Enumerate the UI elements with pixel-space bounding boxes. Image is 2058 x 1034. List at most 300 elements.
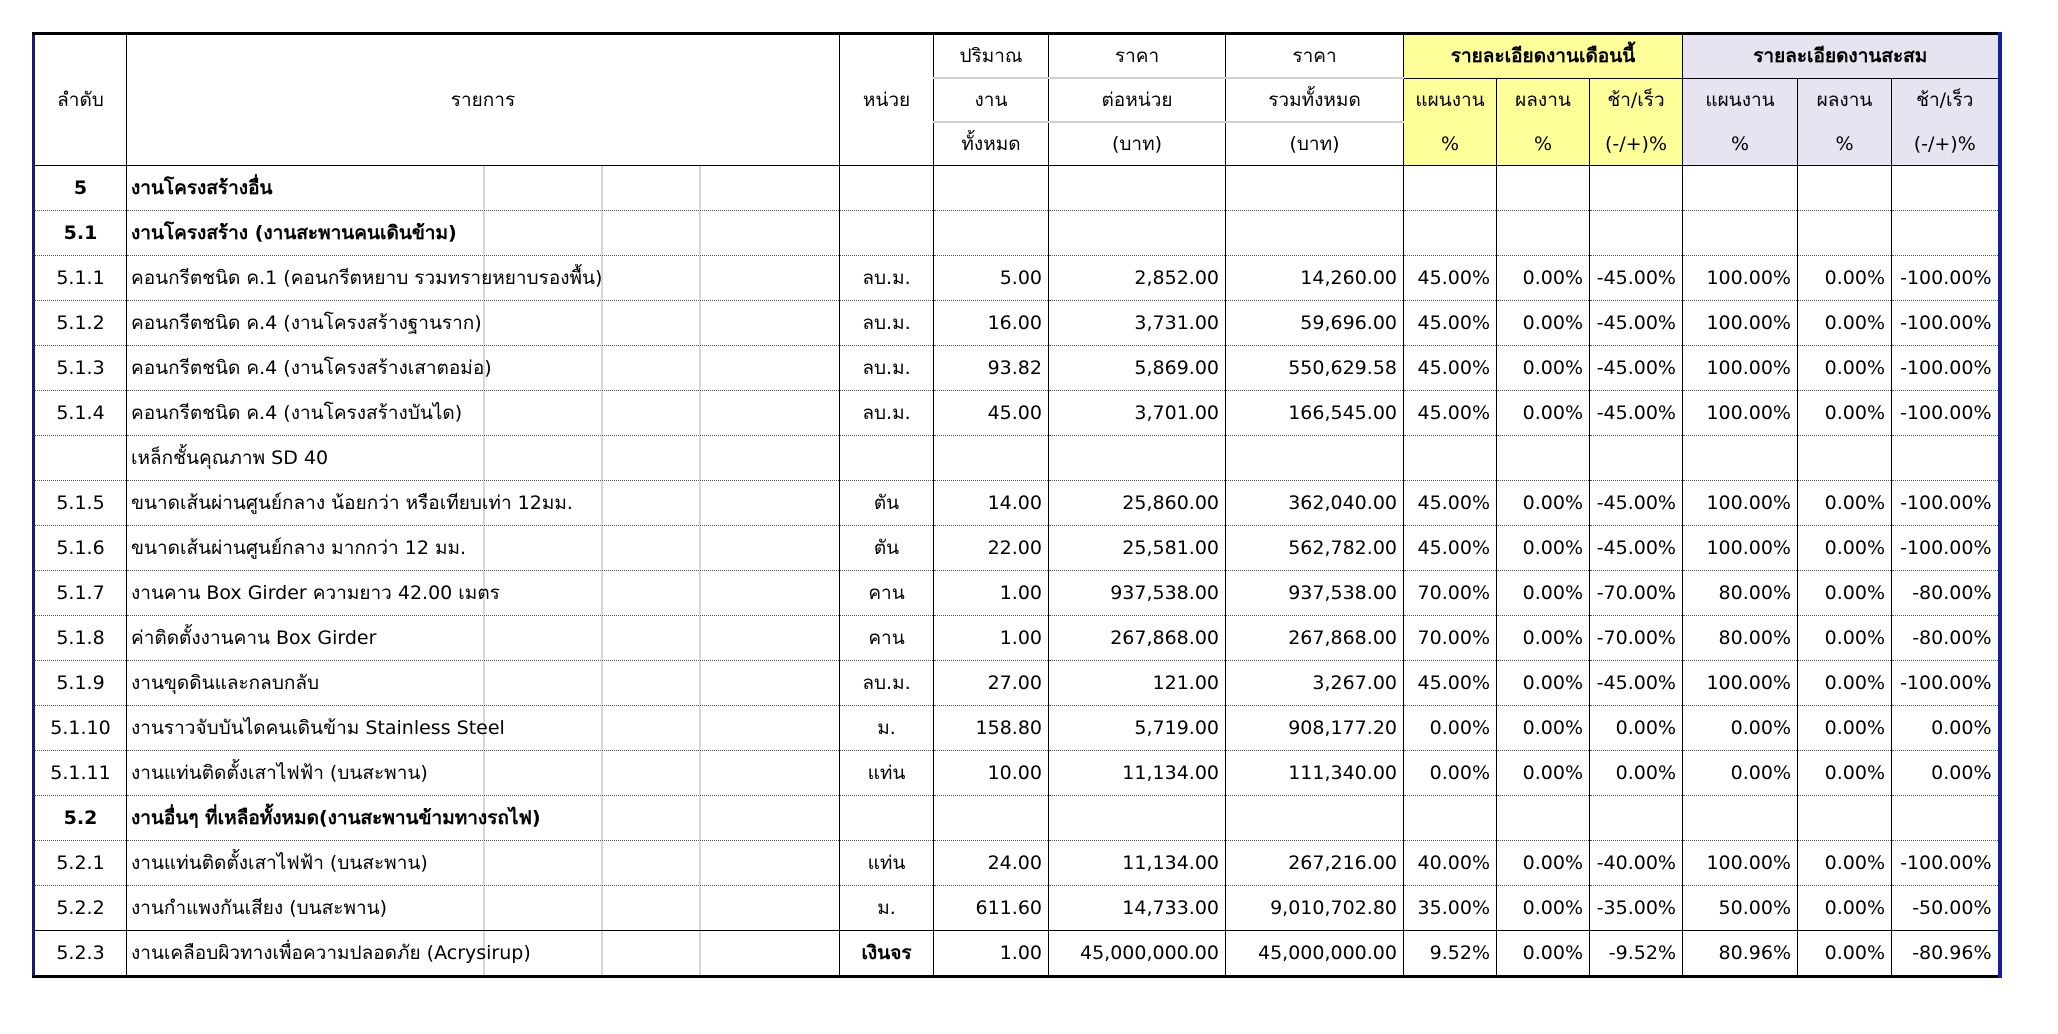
row-order: 5.1.9: [34, 661, 127, 706]
row-unit: เงินจร: [840, 931, 934, 977]
row-cum-diff: 0.00%: [1892, 751, 2000, 796]
row-qty: 1.00: [934, 616, 1049, 661]
row-qty: 5.00: [934, 256, 1049, 301]
row-item: [127, 481, 840, 526]
row-month-result: 0.00%: [1497, 616, 1590, 661]
gridline: [483, 436, 485, 480]
row-cum-diff: -80.00%: [1892, 571, 2000, 616]
row-month-diff: 0.00%: [1590, 706, 1683, 751]
row-cum-plan: 100.00%: [1683, 661, 1798, 706]
row-unit-price: 25,581.00: [1049, 526, 1226, 571]
row-item: [127, 661, 840, 706]
row-month-diff: [1590, 166, 1683, 211]
row-cum-result: [1798, 436, 1892, 481]
gridline: [601, 436, 603, 480]
header-qty-line3: ทั้งหมด: [934, 122, 1049, 166]
row-qty: 16.00: [934, 301, 1049, 346]
row-item: [127, 571, 840, 616]
row-month-plan: 9.52%: [1404, 931, 1497, 977]
row-month-plan: 40.00%: [1404, 841, 1497, 886]
table-row: [34, 661, 2000, 706]
table-row: [34, 211, 2000, 256]
row-item-text: คอนกรีตชนิด ค.4 (งานโครงสร้างฐานราก): [131, 312, 482, 334]
row-unit: แท่น: [840, 841, 934, 886]
row-month-result: 0.00%: [1497, 931, 1590, 977]
row-order: 5.2: [34, 796, 127, 841]
row-unit-price: 267,868.00: [1049, 616, 1226, 661]
table-row: [34, 931, 2000, 977]
gridline: [601, 346, 603, 390]
row-month-diff: -40.00%: [1590, 841, 1683, 886]
row-unit: ลบ.ม.: [840, 301, 934, 346]
row-item: [127, 796, 840, 841]
row-unit-price: 5,719.00: [1049, 706, 1226, 751]
row-month-plan: 45.00%: [1404, 526, 1497, 571]
row-item-text: งานราวจับบันไดคนเดินข้าม Stainless Steel: [131, 717, 505, 739]
gridline: [699, 796, 701, 840]
row-cum-result: 0.00%: [1798, 346, 1892, 391]
row-item: [127, 211, 840, 256]
row-unit-price: 14,733.00: [1049, 886, 1226, 931]
gridline: [601, 751, 603, 795]
row-order: 5.2.1: [34, 841, 127, 886]
row-unit: คาน: [840, 571, 934, 616]
gridline: [699, 616, 701, 660]
table-row: [34, 526, 2000, 571]
row-item: [127, 886, 840, 931]
row-cum-result: 0.00%: [1798, 481, 1892, 526]
row-cum-result: [1798, 211, 1892, 256]
row-item-text: งานเคลือบผิวทางเพื่อความปลอดภัย (Acrysirup): [131, 942, 531, 964]
row-month-result: 0.00%: [1497, 391, 1590, 436]
row-unit-price: [1049, 166, 1226, 211]
gridline: [601, 886, 603, 930]
gridline: [483, 166, 485, 210]
gridline: [483, 886, 485, 930]
row-order: 5.1.11: [34, 751, 127, 796]
row-total-price: 908,177.20: [1226, 706, 1404, 751]
row-total-price: [1226, 166, 1404, 211]
table-row: [34, 796, 2000, 841]
row-order: [34, 436, 127, 481]
row-unit: ลบ.ม.: [840, 346, 934, 391]
table-row: [34, 436, 2000, 481]
row-order: 5.1.7: [34, 571, 127, 616]
row-cum-result: 0.00%: [1798, 256, 1892, 301]
row-cum-diff: -100.00%: [1892, 661, 2000, 706]
gridline: [699, 886, 701, 930]
row-cum-plan: 80.00%: [1683, 616, 1798, 661]
gridline: [699, 301, 701, 345]
row-order: 5.1.6: [34, 526, 127, 571]
header-cum-diff-unit: (-/+)%: [1892, 122, 2000, 166]
row-month-result: 0.00%: [1497, 301, 1590, 346]
row-item: [127, 616, 840, 661]
row-cum-plan: 0.00%: [1683, 706, 1798, 751]
row-month-plan: 45.00%: [1404, 481, 1497, 526]
table-row: [34, 706, 2000, 751]
gridline: [601, 841, 603, 885]
gridline: [601, 391, 603, 435]
row-item: [127, 436, 840, 481]
row-item-text: เหล็กชั้นคุณภาพ SD 40: [131, 447, 329, 469]
row-unit: ลบ.ม.: [840, 661, 934, 706]
gridline: [601, 706, 603, 750]
row-item-text: ค่าติดตั้งงานคาน Box Girder: [131, 627, 377, 649]
gridline: [699, 436, 701, 480]
row-item-text: งานขุดดินและกลบกลับ: [131, 672, 320, 694]
gridline: [483, 616, 485, 660]
gridline: [699, 571, 701, 615]
row-unit-price: 121.00: [1049, 661, 1226, 706]
row-cum-result: 0.00%: [1798, 526, 1892, 571]
row-unit: ม.: [840, 886, 934, 931]
header-unit-price-line2: ต่อหน่วย: [1049, 78, 1226, 122]
row-unit: [840, 211, 934, 256]
row-qty: 1.00: [934, 931, 1049, 977]
gridline: [601, 301, 603, 345]
row-month-diff: -45.00%: [1590, 661, 1683, 706]
row-order: 5.1.2: [34, 301, 127, 346]
header-unit: หน่วย: [840, 34, 934, 166]
row-item: [127, 301, 840, 346]
row-order: 5.1.5: [34, 481, 127, 526]
gridline: [483, 391, 485, 435]
row-cum-result: 0.00%: [1798, 301, 1892, 346]
row-order: 5.1.8: [34, 616, 127, 661]
gridline: [483, 301, 485, 345]
header-total-price-line1: ราคา: [1226, 34, 1404, 79]
row-cum-plan: 100.00%: [1683, 346, 1798, 391]
row-qty: [934, 436, 1049, 481]
table-row: [34, 166, 2000, 211]
row-total-price: 3,267.00: [1226, 661, 1404, 706]
table-row: [34, 571, 2000, 616]
row-cum-diff: -100.00%: [1892, 526, 2000, 571]
row-month-plan: [1404, 166, 1497, 211]
header-order: ลำดับ: [34, 34, 127, 166]
gridline: [699, 931, 701, 975]
header-cum-result-unit: %: [1798, 122, 1892, 166]
row-month-diff: -45.00%: [1590, 526, 1683, 571]
row-month-result: 0.00%: [1497, 256, 1590, 301]
row-item: [127, 166, 840, 211]
row-month-diff: -45.00%: [1590, 481, 1683, 526]
row-item-text: งานโครงสร้างอื่น: [131, 177, 273, 199]
row-cum-result: 0.00%: [1798, 706, 1892, 751]
table-row: [34, 841, 2000, 886]
row-order: 5.1.4: [34, 391, 127, 436]
row-total-price: 362,040.00: [1226, 481, 1404, 526]
row-cum-diff: 0.00%: [1892, 706, 2000, 751]
row-cum-diff: -100.00%: [1892, 481, 2000, 526]
row-unit: ตัน: [840, 481, 934, 526]
row-unit-price: 25,860.00: [1049, 481, 1226, 526]
row-unit: ตัน: [840, 526, 934, 571]
row-cum-plan: 0.00%: [1683, 751, 1798, 796]
row-month-plan: 45.00%: [1404, 661, 1497, 706]
row-unit-price: 3,731.00: [1049, 301, 1226, 346]
row-cum-plan: [1683, 166, 1798, 211]
row-unit: ลบ.ม.: [840, 391, 934, 436]
row-unit: [840, 796, 934, 841]
row-unit: [840, 166, 934, 211]
gridline: [601, 481, 603, 525]
header-qty-line2: งาน: [934, 78, 1049, 122]
row-month-result: 0.00%: [1497, 526, 1590, 571]
gridline: [483, 841, 485, 885]
row-item: [127, 931, 840, 977]
header-cum-plan: แผนงาน: [1683, 78, 1798, 122]
row-month-result: 0.00%: [1497, 751, 1590, 796]
table-row: [34, 391, 2000, 436]
row-month-plan: 70.00%: [1404, 616, 1497, 661]
table-row: [34, 886, 2000, 931]
header-cumulative-group: รายละเอียดงานสะสม: [1683, 34, 2000, 79]
gridline: [699, 166, 701, 210]
table-row: [34, 256, 2000, 301]
row-unit-price: 3,701.00: [1049, 391, 1226, 436]
row-total-price: 45,000,000.00: [1226, 931, 1404, 977]
row-unit-price: [1049, 211, 1226, 256]
table-row: [34, 616, 2000, 661]
row-unit: ลบ.ม.: [840, 256, 934, 301]
gridline: [699, 661, 701, 705]
row-cum-diff: [1892, 166, 2000, 211]
gridline: [601, 166, 603, 210]
row-month-plan: [1404, 211, 1497, 256]
row-cum-plan: 100.00%: [1683, 481, 1798, 526]
gridline: [483, 751, 485, 795]
row-item-text: คอนกรีตชนิด ค.4 (งานโครงสร้างบันได): [131, 402, 463, 424]
row-unit-price: 5,869.00: [1049, 346, 1226, 391]
row-item: [127, 526, 840, 571]
row-cum-diff: -80.00%: [1892, 616, 2000, 661]
row-item-text: คอนกรีตชนิด ค.4 (งานโครงสร้างเสาตอม่อ): [131, 357, 492, 379]
gridline: [699, 211, 701, 255]
row-cum-result: 0.00%: [1798, 751, 1892, 796]
row-month-diff: -45.00%: [1590, 256, 1683, 301]
row-month-result: 0.00%: [1497, 346, 1590, 391]
row-cum-plan: [1683, 796, 1798, 841]
gridline: [601, 526, 603, 570]
row-unit-price: 11,134.00: [1049, 841, 1226, 886]
row-item-text: งานกำแพงกันเสียง (บนสะพาน): [131, 897, 388, 919]
row-cum-result: [1798, 166, 1892, 211]
header-month-result: ผลงาน: [1497, 78, 1590, 122]
row-cum-diff: [1892, 211, 2000, 256]
row-total-price: 562,782.00: [1226, 526, 1404, 571]
row-order: 5.2.3: [34, 931, 127, 977]
header-unit-price-line1: ราคา: [1049, 34, 1226, 79]
header-month-result-unit: %: [1497, 122, 1590, 166]
row-cum-plan: 80.96%: [1683, 931, 1798, 977]
header-cum-diff: ช้า/เร็ว: [1892, 78, 2000, 122]
table-row: [34, 751, 2000, 796]
table-row: [34, 301, 2000, 346]
gridline: [483, 526, 485, 570]
gridline: [699, 391, 701, 435]
row-qty: 45.00: [934, 391, 1049, 436]
row-qty: 93.82: [934, 346, 1049, 391]
header-month-plan-unit: %: [1404, 122, 1497, 166]
row-month-result: [1497, 436, 1590, 481]
row-month-diff: -70.00%: [1590, 616, 1683, 661]
row-cum-plan: 100.00%: [1683, 526, 1798, 571]
row-total-price: 14,260.00: [1226, 256, 1404, 301]
row-item-text: ขนาดเส้นผ่านศูนย์กลาง น้อยกว่า หรือเทียบเท่า 12มม.: [131, 492, 573, 514]
row-month-plan: 45.00%: [1404, 346, 1497, 391]
row-month-result: [1497, 166, 1590, 211]
gridline: [601, 661, 603, 705]
row-unit-price: [1049, 796, 1226, 841]
row-month-plan: 70.00%: [1404, 571, 1497, 616]
table-row: [34, 346, 2000, 391]
gridline: [699, 841, 701, 885]
row-month-plan: [1404, 436, 1497, 481]
row-cum-diff: -80.96%: [1892, 931, 2000, 977]
row-qty: 14.00: [934, 481, 1049, 526]
row-item-text: งานแท่นติดตั้งเสาไฟฟ้า (บนสะพาน): [131, 762, 428, 784]
row-unit: แท่น: [840, 751, 934, 796]
row-cum-plan: 50.00%: [1683, 886, 1798, 931]
row-qty: [934, 166, 1049, 211]
row-cum-diff: -100.00%: [1892, 346, 2000, 391]
gridline: [483, 661, 485, 705]
gridline: [601, 211, 603, 255]
row-item: [127, 841, 840, 886]
header-cum-result: ผลงาน: [1798, 78, 1892, 122]
row-total-price: [1226, 436, 1404, 481]
gridline: [601, 616, 603, 660]
row-order: 5: [34, 166, 127, 211]
row-month-plan: 0.00%: [1404, 751, 1497, 796]
gridline: [699, 346, 701, 390]
row-cum-plan: [1683, 211, 1798, 256]
row-month-plan: 45.00%: [1404, 301, 1497, 346]
row-total-price: 267,216.00: [1226, 841, 1404, 886]
gridline: [699, 526, 701, 570]
gridline: [699, 481, 701, 525]
header-cum-plan-unit: %: [1683, 122, 1798, 166]
row-cum-diff: -100.00%: [1892, 391, 2000, 436]
row-qty: 24.00: [934, 841, 1049, 886]
row-item: [127, 256, 840, 301]
row-month-plan: 35.00%: [1404, 886, 1497, 931]
row-month-diff: [1590, 436, 1683, 481]
row-month-diff: -45.00%: [1590, 391, 1683, 436]
gridline: [601, 796, 603, 840]
row-month-diff: [1590, 796, 1683, 841]
row-total-price: 59,696.00: [1226, 301, 1404, 346]
row-qty: 10.00: [934, 751, 1049, 796]
gridline: [601, 571, 603, 615]
row-total-price: 111,340.00: [1226, 751, 1404, 796]
row-total-price: 267,868.00: [1226, 616, 1404, 661]
row-cum-result: 0.00%: [1798, 661, 1892, 706]
header-unit-price-line3: (บาท): [1049, 122, 1226, 166]
row-total-price: 550,629.58: [1226, 346, 1404, 391]
row-unit: [840, 436, 934, 481]
row-month-plan: 0.00%: [1404, 706, 1497, 751]
row-unit-price: [1049, 436, 1226, 481]
row-month-result: [1497, 211, 1590, 256]
row-month-diff: 0.00%: [1590, 751, 1683, 796]
header-month-plan: แผนงาน: [1404, 78, 1497, 122]
row-cum-result: 0.00%: [1798, 841, 1892, 886]
row-month-result: 0.00%: [1497, 706, 1590, 751]
row-item-text: งานอื่นๆ ที่เหลือทั้งหมด(งานสะพานข้ามทางรถไฟ): [131, 807, 541, 829]
row-total-price: 9,010,702.80: [1226, 886, 1404, 931]
header-month-diff: ช้า/เร็ว: [1590, 78, 1683, 122]
row-cum-plan: 100.00%: [1683, 301, 1798, 346]
table-row: [34, 481, 2000, 526]
row-month-result: 0.00%: [1497, 841, 1590, 886]
row-cum-diff: -100.00%: [1892, 301, 2000, 346]
row-order: 5.1.1: [34, 256, 127, 301]
row-cum-result: 0.00%: [1798, 391, 1892, 436]
row-cum-diff: -100.00%: [1892, 841, 2000, 886]
row-month-result: 0.00%: [1497, 481, 1590, 526]
row-qty: 27.00: [934, 661, 1049, 706]
row-total-price: [1226, 796, 1404, 841]
row-item-text: งานโครงสร้าง (งานสะพานคนเดินข้าม): [131, 222, 457, 244]
gridline: [483, 211, 485, 255]
row-item: [127, 346, 840, 391]
header-total-price-line2: รวมทั้งหมด: [1226, 78, 1404, 122]
row-cum-result: 0.00%: [1798, 616, 1892, 661]
row-item: [127, 391, 840, 436]
gridline: [699, 706, 701, 750]
row-item-text: ขนาดเส้นผ่านศูนย์กลาง มากกว่า 12 มม.: [131, 537, 467, 559]
header-total-price-line3: (บาท): [1226, 122, 1404, 166]
row-cum-plan: 80.00%: [1683, 571, 1798, 616]
header-item: รายการ: [127, 34, 840, 166]
row-item: [127, 751, 840, 796]
row-total-price: 166,545.00: [1226, 391, 1404, 436]
row-cum-plan: 100.00%: [1683, 256, 1798, 301]
row-cum-diff: [1892, 796, 2000, 841]
row-month-plan: 45.00%: [1404, 391, 1497, 436]
row-order: 5.1: [34, 211, 127, 256]
gridline: [699, 256, 701, 300]
header-month-diff-unit: (-/+)%: [1590, 122, 1683, 166]
row-month-diff: -9.52%: [1590, 931, 1683, 977]
row-unit-price: 11,134.00: [1049, 751, 1226, 796]
row-month-result: 0.00%: [1497, 661, 1590, 706]
row-cum-result: 0.00%: [1798, 886, 1892, 931]
row-item-text: งานแท่นติดตั้งเสาไฟฟ้า (บนสะพาน): [131, 852, 428, 874]
row-total-price: 937,538.00: [1226, 571, 1404, 616]
row-cum-result: 0.00%: [1798, 571, 1892, 616]
row-month-diff: -70.00%: [1590, 571, 1683, 616]
row-qty: [934, 796, 1049, 841]
row-month-result: 0.00%: [1497, 571, 1590, 616]
row-unit: ม.: [840, 706, 934, 751]
row-cum-plan: [1683, 436, 1798, 481]
row-cum-diff: -50.00%: [1892, 886, 2000, 931]
row-item-text: งานคาน Box Girder ความยาว 42.00 เมตร: [131, 582, 500, 604]
row-item: [127, 706, 840, 751]
row-month-diff: [1590, 211, 1683, 256]
row-qty: 1.00: [934, 571, 1049, 616]
row-cum-result: 0.00%: [1798, 931, 1892, 977]
row-month-diff: -35.00%: [1590, 886, 1683, 931]
gridline: [699, 751, 701, 795]
row-cum-plan: 100.00%: [1683, 391, 1798, 436]
progress-report-table: [32, 32, 1998, 986]
row-qty: 158.80: [934, 706, 1049, 751]
